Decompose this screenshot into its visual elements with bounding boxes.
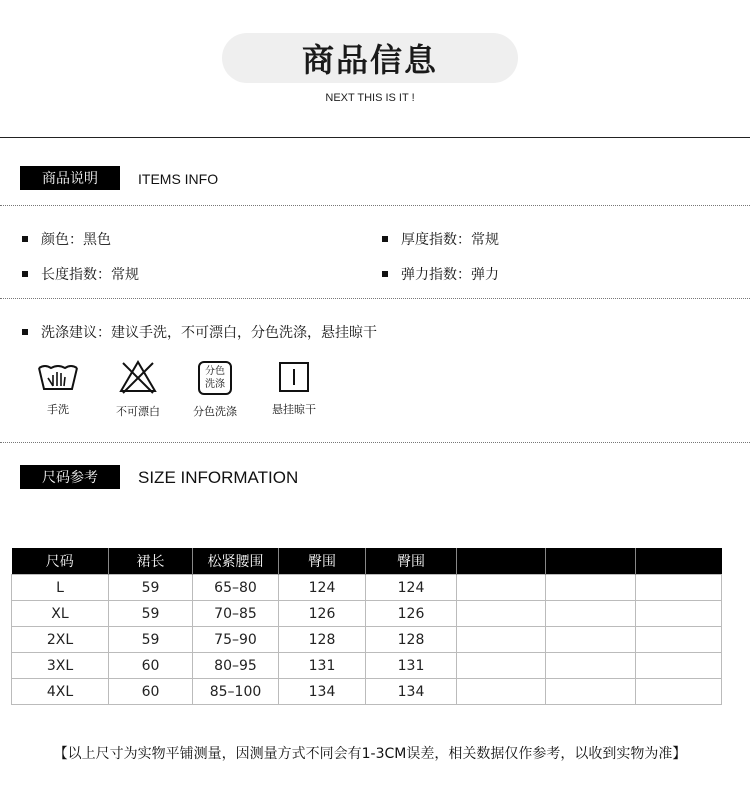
bullet (22, 329, 28, 335)
bullet (22, 271, 28, 277)
wash-value: 建议手洗，不可漂白，分色洗涤，悬挂晾干 (111, 325, 377, 341)
table-cell: 131 (279, 653, 366, 679)
bullet (22, 236, 28, 242)
table-cell (457, 653, 546, 679)
care-separate-wash (175, 361, 255, 419)
table-cell: XL (12, 601, 109, 627)
header-empty (457, 548, 546, 575)
table-row (12, 627, 722, 653)
table-cell: 65–80 (193, 575, 279, 601)
table-cell (457, 575, 546, 601)
table-cell: 131 (366, 653, 457, 679)
table-row (12, 575, 722, 601)
table-cell: 134 (279, 679, 366, 705)
bullet (382, 271, 388, 277)
table-cell: 134 (366, 679, 457, 705)
attribute-value: 常规 (471, 232, 499, 248)
table-cell (636, 679, 722, 705)
attribute-label: 弹力指数： (401, 267, 471, 283)
attribute-thickness (382, 229, 499, 249)
attribute-label: 厚度指数： (401, 232, 471, 248)
size-info-en: SIZE INFORMATION (138, 468, 299, 487)
separate-wash-icon (198, 361, 232, 395)
table-cell (636, 575, 722, 601)
table-cell: 128 (366, 627, 457, 653)
table-cell (546, 627, 636, 653)
care-label: 手洗 (47, 403, 69, 416)
table-cell (546, 601, 636, 627)
attribute-label: 长度指数： (41, 267, 111, 283)
icon-text: 洗涤 (205, 379, 225, 390)
table-cell: 75–90 (193, 627, 279, 653)
attribute-value: 弹力 (471, 267, 499, 283)
header-skirt-length: 裙长 (109, 548, 193, 575)
table-cell (457, 679, 546, 705)
table-cell: L (12, 575, 109, 601)
care-hang-dry (254, 361, 334, 417)
header-empty (546, 548, 636, 575)
care-label: 不可漂白 (116, 405, 160, 418)
page-title: 商品信息 (301, 41, 438, 79)
table-cell: 59 (109, 601, 193, 627)
table-cell (636, 627, 722, 653)
attribute-value: 常规 (111, 267, 139, 283)
table-cell (546, 575, 636, 601)
table-cell: 126 (366, 601, 457, 627)
table-cell (457, 601, 546, 627)
table-cell: 60 (109, 653, 193, 679)
attribute-value: 黑色 (83, 232, 111, 248)
wash-advice (22, 322, 377, 342)
attribute-length (22, 264, 139, 284)
table-cell: 124 (279, 575, 366, 601)
care-label: 悬挂晾干 (272, 403, 316, 416)
header-divider (0, 137, 750, 138)
dotted-divider (0, 205, 750, 206)
care-label: 分色洗涤 (193, 405, 237, 418)
table-cell: 85–100 (193, 679, 279, 705)
table-row (12, 653, 722, 679)
items-info-label: 商品说明 (20, 166, 120, 190)
measurement-note: 【以上尺寸为实物平铺测量，因测量方式不同会有1-3CM误差，相关数据仅作参考，以收到实物为准】 (53, 746, 687, 762)
wash-label: 洗涤建议： (41, 325, 111, 341)
bullet (382, 236, 388, 242)
care-no-bleach (98, 359, 178, 419)
care-hand-wash (18, 359, 98, 417)
page-subtitle: NEXT THIS IS IT ! (325, 92, 415, 104)
table-cell: 2XL (12, 627, 109, 653)
table-row (12, 679, 722, 705)
table-cell: 59 (109, 575, 193, 601)
table-cell (636, 653, 722, 679)
header-size: 尺码 (12, 548, 109, 575)
table-cell: 3XL (12, 653, 109, 679)
header-hip: 臀围 (279, 548, 366, 575)
table-header-row (12, 548, 722, 575)
header-waist: 松紧腰围 (193, 548, 279, 575)
table-row (12, 601, 722, 627)
hand-wash-icon (36, 359, 80, 393)
dotted-divider (0, 298, 750, 299)
table-cell: 128 (279, 627, 366, 653)
attribute-color (22, 229, 111, 249)
attribute-label: 颜色： (41, 232, 83, 248)
no-bleach-icon (118, 359, 158, 395)
attribute-elasticity (382, 264, 499, 284)
title-pill (222, 33, 518, 83)
table-cell: 4XL (12, 679, 109, 705)
table-cell: 70–85 (193, 601, 279, 627)
table-cell: 60 (109, 679, 193, 705)
size-table (11, 548, 722, 705)
header-empty (636, 548, 722, 575)
table-cell (457, 627, 546, 653)
header-hip: 臀围 (366, 548, 457, 575)
table-cell: 80–95 (193, 653, 279, 679)
table-cell (636, 601, 722, 627)
table-cell: 126 (279, 601, 366, 627)
dotted-divider (0, 442, 750, 443)
items-info-en: ITEMS INFO (138, 171, 219, 187)
table-cell (546, 653, 636, 679)
table-cell: 124 (366, 575, 457, 601)
table-cell: 59 (109, 627, 193, 653)
size-info-label: 尺码参考 (20, 465, 120, 489)
hang-dry-icon (278, 361, 310, 393)
icon-text: 分色 (205, 366, 225, 377)
table-cell (546, 679, 636, 705)
